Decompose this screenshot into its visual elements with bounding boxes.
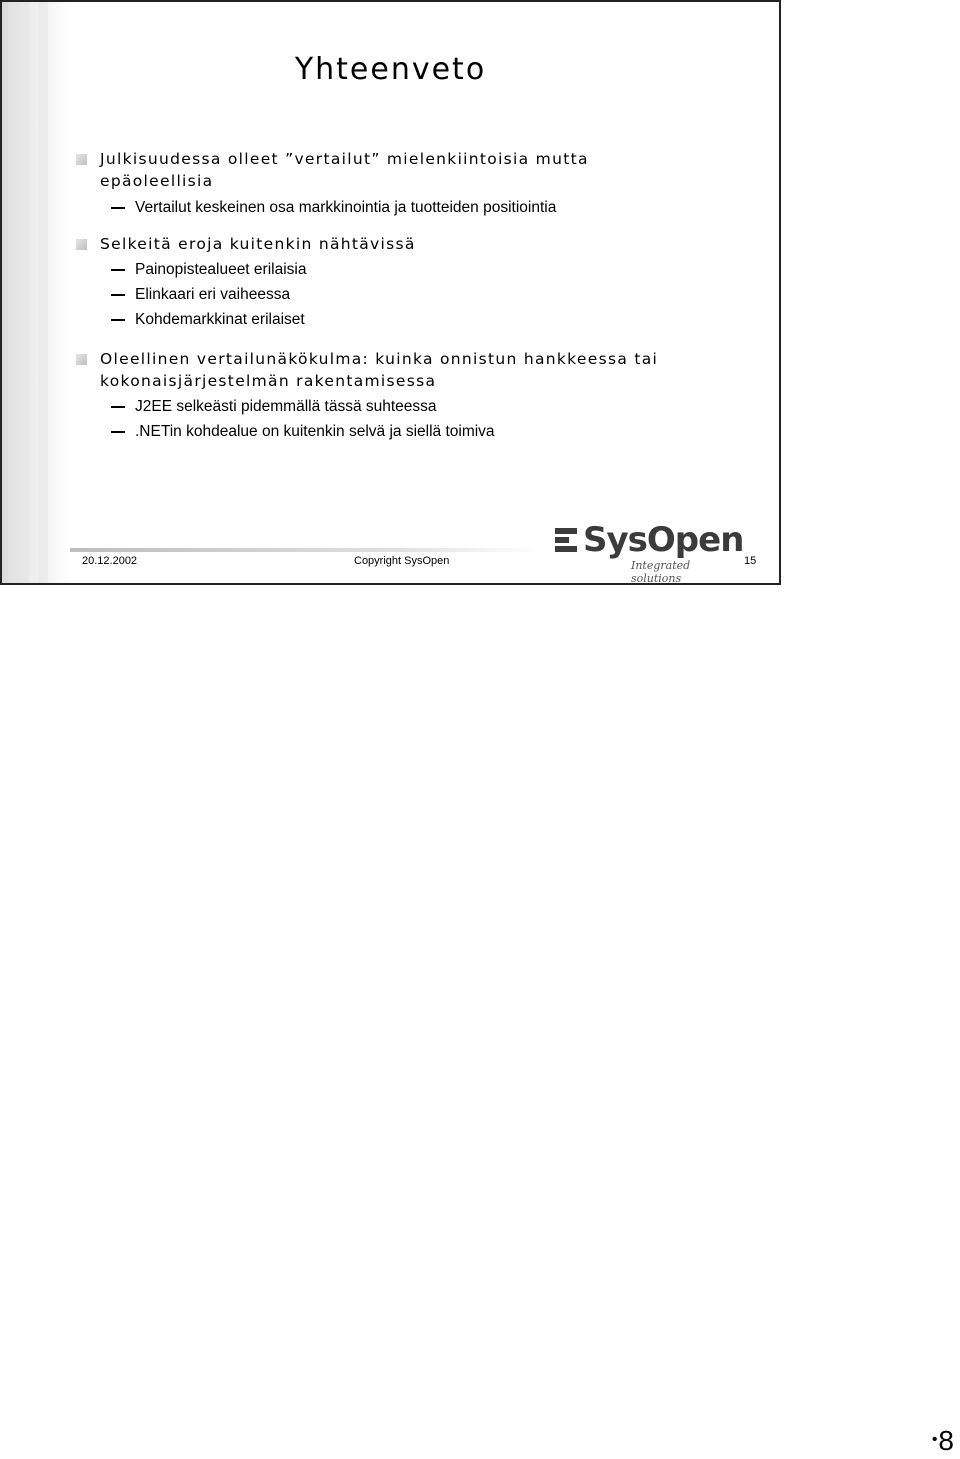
document-page-marker [932,1425,954,1457]
bullet-item: Selkeitä eroja kuitenkin nähtävissä [76,233,766,255]
square-bullet-icon [76,239,87,250]
dash-bullet-icon [111,294,125,296]
sub-bullet-item: .NETin kohdealue on kuitenkin selvä ja siellä toimiva [76,419,766,444]
dash-bullet-icon [111,269,125,271]
square-bullet-icon [76,154,87,165]
dash-bullet-icon [111,319,125,321]
square-bullet-icon [76,354,87,365]
dash-bullet-icon [111,406,125,408]
logo-brand: SysOpen [583,520,744,560]
bullet-group-1 [76,148,766,220]
sub-bullet-item: Elinkaari eri vaiheessa [76,282,766,307]
decorative-side-band [2,2,70,583]
page-number: 8 [938,1425,954,1456]
bullet-item: Oleellinen vertailunäkökulma: kuinka onnistun hankkeessa tai kokonaisjärjestelmän rakentamisessa [76,348,766,392]
slide-content [76,148,766,457]
page-bullet-icon: • [931,1431,938,1448]
sysopen-logo [555,520,744,585]
footer-copyright: Copyright SysOpen [354,555,450,567]
bullet-group-3 [76,348,766,444]
footer-divider [70,548,540,552]
sub-bullet-item: Painopistealueet erilaisia [76,257,766,282]
sub-bullet-item: Vertailut keskeinen osa markkinointia ja tuotteiden positiointia [76,195,766,220]
slide [0,0,781,585]
footer-page-number: 15 [744,555,757,567]
footer-date: 20.12.2002 [82,555,138,567]
dash-bullet-icon [111,207,125,209]
bullet-item: Julkisuudessa olleet ”vertailut” mielenkiintoisia mutta epäoleellisia [76,148,766,192]
logo-tagline: Integrated solutions [631,559,691,585]
dash-bullet-icon [111,431,125,433]
sub-bullet-item: J2EE selkeästi pidemmällä tässä suhteessa [76,394,766,419]
bullet-group-2 [76,233,766,332]
logo-mark-icon [555,528,577,552]
sub-bullet-item: Kohdemarkkinat erilaiset [76,307,766,332]
slide-title: Yhteenveto [294,52,487,87]
